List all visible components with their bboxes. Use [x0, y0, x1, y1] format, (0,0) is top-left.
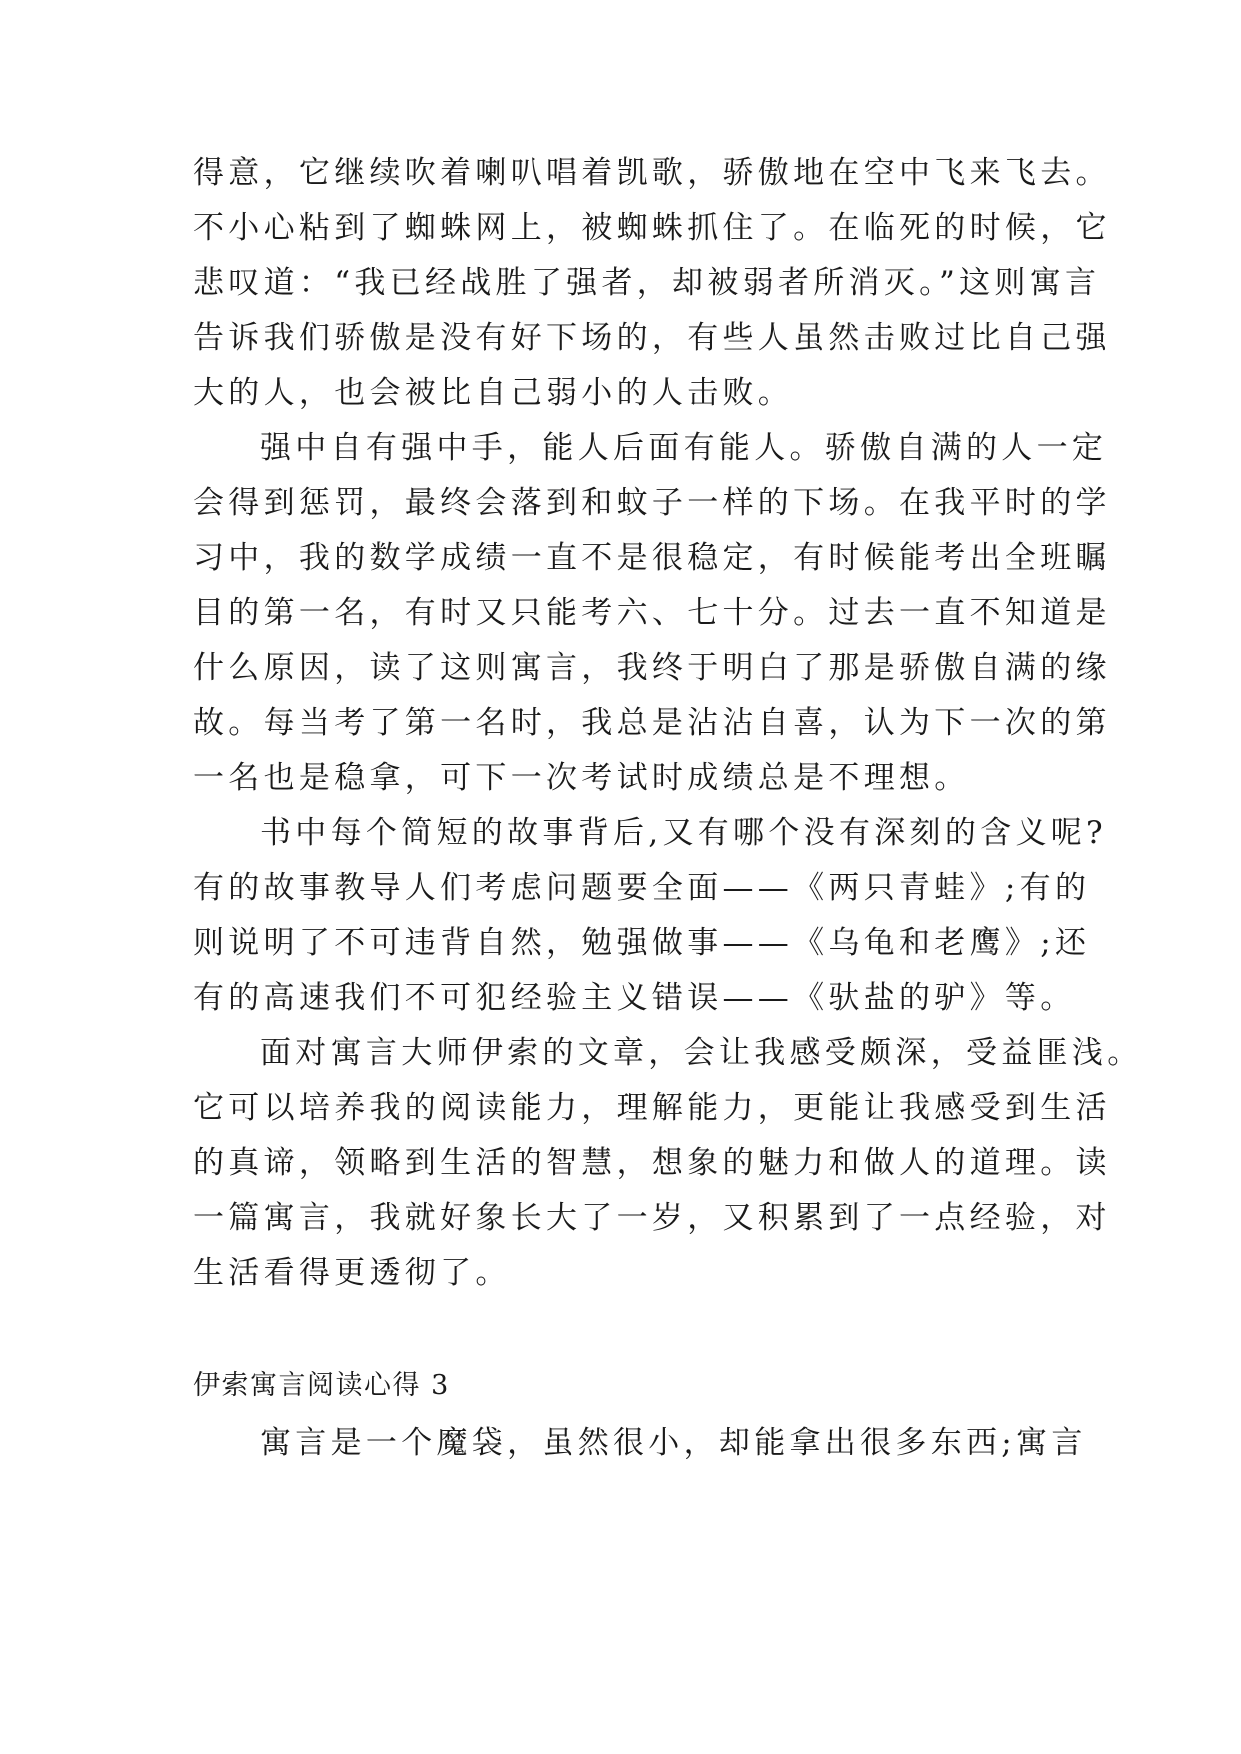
text-line: 目的第一名，有时又只能考六、七十分。过去一直不知道是	[193, 595, 1111, 631]
text-line: 大的人，也会被比自己弱小的人击败。	[193, 375, 794, 411]
text-line: 一篇寓言，我就好象长大了一岁，又积累到了一点经验，对	[193, 1200, 1111, 1236]
text-line: 不小心粘到了蜘蛛网上，被蜘蛛抓住了。在临死的时候，它	[193, 210, 1111, 246]
paragraph-first-line: 寓言是一个魔袋，虽然很小，却能拿出很多东西;寓言	[260, 1425, 1087, 1461]
text-line: 习中，我的数学成绩一直不是很稳定，有时候能考出全班瞩	[193, 540, 1111, 576]
text-line: 悲叹道：“我已经战胜了强者，却被弱者所消灭。”这则寓言	[193, 265, 1101, 301]
section-heading: 伊索寓言阅读心得 3	[193, 1370, 450, 1401]
text-line: 有的故事教导人们考虑问题要全面——《两只青蛙》;有的	[193, 870, 1091, 906]
text-line: 什么原因，读了这则寓言，我终于明白了那是骄傲自满的缘	[193, 650, 1111, 686]
text-line: 则说明了不可违背自然，勉强做事——《乌龟和老鹰》;还	[193, 925, 1091, 961]
text-line: 会得到惩罚，最终会落到和蚊子一样的下场。在我平时的学	[193, 485, 1111, 521]
paragraph-first-line: 面对寓言大师伊索的文章，会让我感受颇深，受益匪浅。	[260, 1035, 1143, 1071]
text-line: 的真谛，领略到生活的智慧，想象的魅力和做人的道理。读	[193, 1145, 1111, 1181]
text-line: 生活看得更透彻了。	[193, 1255, 511, 1291]
text-line: 有的高速我们不可犯经验主义错误——《驮盐的驴》等。	[193, 980, 1076, 1016]
paragraph-first-line: 书中每个简短的故事背后,又有哪个没有深刻的含义呢?	[260, 815, 1107, 851]
text-line: 告诉我们骄傲是没有好下场的，有些人虽然击败过比自己强	[193, 320, 1111, 356]
text-line: 它可以培养我的阅读能力，理解能力，更能让我感受到生活	[193, 1090, 1111, 1126]
text-line: 一名也是稳拿，可下一次考试时成绩总是不理想。	[193, 760, 970, 796]
paragraph-first-line: 强中自有强中手，能人后面有能人。骄傲自满的人一定	[260, 430, 1108, 466]
text-line: 得意，它继续吹着喇叭唱着凯歌，骄傲地在空中飞来飞去。	[193, 155, 1111, 191]
text-line: 故。每当考了第一名时，我总是沾沾自喜，认为下一次的第	[193, 705, 1111, 741]
